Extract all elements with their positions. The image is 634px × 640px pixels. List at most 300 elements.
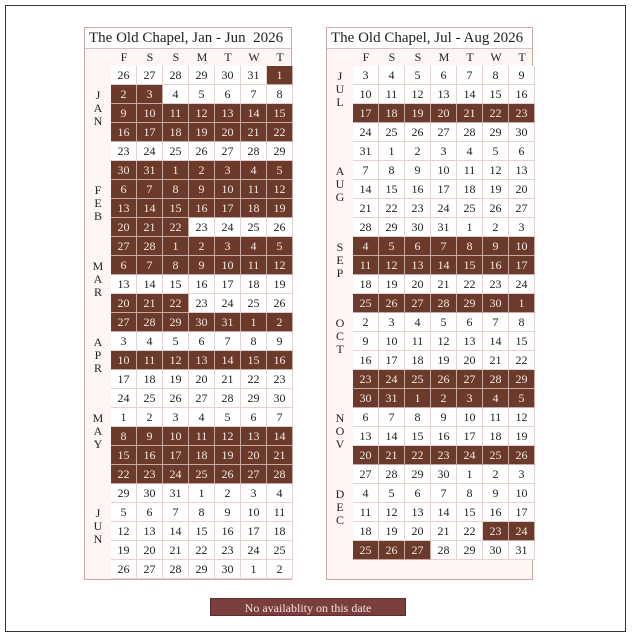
day-cell-unavailable[interactable]: 6: [405, 237, 431, 256]
day-cell-unavailable[interactable]: 15: [457, 256, 483, 275]
day-cell[interactable]: 2: [137, 408, 163, 427]
day-cell[interactable]: 28: [379, 465, 405, 484]
day-cell[interactable]: 16: [431, 427, 457, 446]
day-cell[interactable]: 16: [215, 522, 241, 541]
day-cell[interactable]: 13: [111, 275, 137, 294]
day-cell-unavailable[interactable]: 12: [267, 180, 293, 199]
day-cell-unavailable[interactable]: 27: [405, 294, 431, 313]
day-cell[interactable]: 23: [189, 218, 215, 237]
day-cell[interactable]: 24: [215, 218, 241, 237]
day-cell-unavailable[interactable]: 6: [111, 180, 137, 199]
day-cell[interactable]: 10: [431, 161, 457, 180]
day-cell[interactable]: 26: [111, 560, 137, 579]
day-cell-unavailable[interactable]: 4: [353, 237, 379, 256]
day-cell-unavailable[interactable]: 5: [267, 161, 293, 180]
day-cell[interactable]: 9: [509, 66, 535, 85]
day-cell-unavailable[interactable]: 28: [137, 313, 163, 332]
day-cell-unavailable[interactable]: 11: [163, 104, 189, 123]
day-cell-unavailable[interactable]: 10: [215, 180, 241, 199]
day-cell-unavailable[interactable]: 31: [215, 313, 241, 332]
day-cell[interactable]: 4: [189, 408, 215, 427]
day-cell-unavailable[interactable]: 4: [483, 389, 509, 408]
day-cell[interactable]: 31: [163, 484, 189, 503]
day-cell[interactable]: 27: [509, 199, 535, 218]
day-cell[interactable]: 13: [457, 332, 483, 351]
day-cell[interactable]: 18: [483, 427, 509, 446]
day-cell-unavailable[interactable]: 27: [241, 465, 267, 484]
day-cell[interactable]: 15: [189, 522, 215, 541]
day-cell-unavailable[interactable]: 30: [189, 313, 215, 332]
day-cell[interactable]: 2: [215, 484, 241, 503]
day-cell-unavailable[interactable]: 21: [267, 446, 293, 465]
day-cell[interactable]: 20: [189, 370, 215, 389]
day-cell[interactable]: 18: [267, 522, 293, 541]
day-cell[interactable]: 7: [163, 503, 189, 522]
day-cell[interactable]: 12: [379, 503, 405, 522]
day-cell[interactable]: 9: [431, 408, 457, 427]
day-cell[interactable]: 24: [215, 294, 241, 313]
day-cell[interactable]: 15: [163, 275, 189, 294]
day-cell-unavailable[interactable]: 17: [137, 123, 163, 142]
day-cell-unavailable[interactable]: 9: [137, 427, 163, 446]
day-cell[interactable]: 27: [215, 142, 241, 161]
day-cell[interactable]: 18: [457, 180, 483, 199]
day-cell-unavailable[interactable]: 17: [509, 256, 535, 275]
day-cell[interactable]: 29: [111, 484, 137, 503]
day-cell-unavailable[interactable]: 16: [189, 199, 215, 218]
day-cell[interactable]: 7: [431, 484, 457, 503]
day-cell-unavailable[interactable]: 25: [353, 541, 379, 560]
day-cell[interactable]: 1: [241, 560, 267, 579]
day-cell[interactable]: 2: [353, 313, 379, 332]
day-cell-unavailable[interactable]: 9: [111, 104, 137, 123]
day-cell[interactable]: 8: [405, 408, 431, 427]
day-cell[interactable]: 17: [509, 503, 535, 522]
day-cell-unavailable[interactable]: 25: [405, 370, 431, 389]
day-cell[interactable]: 16: [353, 351, 379, 370]
day-cell[interactable]: 26: [405, 123, 431, 142]
day-cell-unavailable[interactable]: 14: [215, 351, 241, 370]
day-cell-unavailable[interactable]: 28: [267, 465, 293, 484]
day-cell-unavailable[interactable]: 13: [405, 256, 431, 275]
day-cell-unavailable[interactable]: 8: [111, 427, 137, 446]
day-cell[interactable]: 26: [111, 66, 137, 85]
day-cell[interactable]: 7: [457, 66, 483, 85]
day-cell[interactable]: 23: [267, 370, 293, 389]
day-cell[interactable]: 16: [483, 503, 509, 522]
day-cell-unavailable[interactable]: 25: [353, 294, 379, 313]
day-cell[interactable]: 7: [353, 161, 379, 180]
day-cell-unavailable[interactable]: 29: [163, 313, 189, 332]
day-cell-unavailable[interactable]: 27: [457, 370, 483, 389]
day-cell[interactable]: 10: [509, 484, 535, 503]
day-cell[interactable]: 20: [137, 541, 163, 560]
day-cell-unavailable[interactable]: 3: [137, 85, 163, 104]
day-cell-unavailable[interactable]: 22: [405, 446, 431, 465]
day-cell[interactable]: 28: [215, 389, 241, 408]
day-cell[interactable]: 10: [353, 85, 379, 104]
day-cell[interactable]: 24: [353, 123, 379, 142]
day-cell-unavailable[interactable]: 13: [241, 427, 267, 446]
day-cell-unavailable[interactable]: 1: [405, 389, 431, 408]
day-cell[interactable]: 29: [379, 218, 405, 237]
day-cell[interactable]: 8: [379, 161, 405, 180]
day-cell-unavailable[interactable]: 15: [111, 446, 137, 465]
day-cell-unavailable[interactable]: 21: [241, 123, 267, 142]
day-cell[interactable]: 1: [189, 484, 215, 503]
day-cell-unavailable[interactable]: 17: [163, 446, 189, 465]
day-cell[interactable]: 29: [405, 465, 431, 484]
day-cell-unavailable[interactable]: 11: [189, 427, 215, 446]
day-cell-unavailable[interactable]: 14: [267, 427, 293, 446]
day-cell-unavailable[interactable]: 18: [189, 446, 215, 465]
day-cell[interactable]: 17: [431, 180, 457, 199]
day-cell-unavailable[interactable]: 26: [379, 294, 405, 313]
day-cell-unavailable[interactable]: 9: [189, 256, 215, 275]
day-cell[interactable]: 31: [431, 218, 457, 237]
day-cell[interactable]: 25: [457, 199, 483, 218]
day-cell-unavailable[interactable]: 19: [189, 123, 215, 142]
day-cell-unavailable[interactable]: 4: [241, 161, 267, 180]
day-cell[interactable]: 5: [163, 332, 189, 351]
day-cell[interactable]: 18: [405, 351, 431, 370]
day-cell-unavailable[interactable]: 3: [215, 237, 241, 256]
day-cell[interactable]: 23: [215, 541, 241, 560]
day-cell-unavailable[interactable]: 16: [111, 123, 137, 142]
day-cell[interactable]: 28: [353, 218, 379, 237]
day-cell[interactable]: 9: [353, 332, 379, 351]
day-cell[interactable]: 6: [353, 408, 379, 427]
day-cell[interactable]: 26: [267, 294, 293, 313]
day-cell-unavailable[interactable]: 27: [111, 313, 137, 332]
day-cell[interactable]: 22: [509, 351, 535, 370]
day-cell[interactable]: 13: [353, 427, 379, 446]
day-cell-unavailable[interactable]: 2: [267, 313, 293, 332]
day-cell[interactable]: 24: [509, 275, 535, 294]
day-cell-unavailable[interactable]: 31: [379, 389, 405, 408]
day-cell[interactable]: 11: [353, 503, 379, 522]
day-cell[interactable]: 31: [241, 66, 267, 85]
day-cell[interactable]: 11: [267, 503, 293, 522]
day-cell-unavailable[interactable]: 11: [353, 256, 379, 275]
day-cell-unavailable[interactable]: 12: [163, 351, 189, 370]
day-cell-unavailable[interactable]: 7: [137, 256, 163, 275]
day-cell[interactable]: 30: [137, 484, 163, 503]
day-cell[interactable]: 1: [457, 218, 483, 237]
day-cell-unavailable[interactable]: 12: [267, 256, 293, 275]
day-cell[interactable]: 29: [189, 66, 215, 85]
day-cell[interactable]: 15: [509, 332, 535, 351]
day-cell-unavailable[interactable]: 4: [241, 237, 267, 256]
day-cell[interactable]: 24: [431, 199, 457, 218]
day-cell-unavailable[interactable]: 10: [215, 256, 241, 275]
day-cell-unavailable[interactable]: 20: [241, 446, 267, 465]
day-cell[interactable]: 15: [379, 180, 405, 199]
day-cell[interactable]: 16: [405, 180, 431, 199]
day-cell[interactable]: 6: [509, 142, 535, 161]
day-cell[interactable]: 26: [189, 142, 215, 161]
day-cell[interactable]: 29: [241, 389, 267, 408]
day-cell[interactable]: 9: [267, 332, 293, 351]
day-cell[interactable]: 28: [241, 142, 267, 161]
day-cell-unavailable[interactable]: 2: [189, 161, 215, 180]
day-cell[interactable]: 12: [405, 85, 431, 104]
day-cell-unavailable[interactable]: 14: [241, 104, 267, 123]
day-cell[interactable]: 18: [353, 275, 379, 294]
day-cell[interactable]: 9: [405, 161, 431, 180]
day-cell-unavailable[interactable]: 2: [431, 389, 457, 408]
day-cell[interactable]: 6: [241, 408, 267, 427]
day-cell-unavailable[interactable]: 21: [379, 446, 405, 465]
day-cell[interactable]: 20: [509, 180, 535, 199]
day-cell[interactable]: 27: [431, 123, 457, 142]
day-cell[interactable]: 7: [215, 332, 241, 351]
day-cell[interactable]: 20: [457, 351, 483, 370]
day-cell-unavailable[interactable]: 31: [137, 161, 163, 180]
day-cell[interactable]: 22: [457, 275, 483, 294]
day-cell[interactable]: 2: [405, 142, 431, 161]
day-cell-unavailable[interactable]: 28: [137, 237, 163, 256]
day-cell-unavailable[interactable]: 17: [353, 104, 379, 123]
day-cell[interactable]: 29: [483, 123, 509, 142]
day-cell[interactable]: 30: [483, 541, 509, 560]
day-cell-unavailable[interactable]: 2: [111, 85, 137, 104]
day-cell[interactable]: 12: [483, 161, 509, 180]
day-cell-unavailable[interactable]: 24: [457, 446, 483, 465]
day-cell[interactable]: 21: [431, 522, 457, 541]
day-cell[interactable]: 30: [215, 66, 241, 85]
day-cell[interactable]: 7: [483, 313, 509, 332]
day-cell-unavailable[interactable]: 9: [483, 237, 509, 256]
day-cell[interactable]: 23: [483, 275, 509, 294]
day-cell[interactable]: 18: [353, 522, 379, 541]
day-cell[interactable]: 27: [137, 66, 163, 85]
day-cell[interactable]: 14: [379, 427, 405, 446]
day-cell[interactable]: 23: [111, 142, 137, 161]
day-cell-unavailable[interactable]: 10: [111, 351, 137, 370]
day-cell-unavailable[interactable]: 22: [111, 465, 137, 484]
day-cell-unavailable[interactable]: 25: [189, 465, 215, 484]
day-cell-unavailable[interactable]: 20: [111, 218, 137, 237]
day-cell[interactable]: 3: [431, 142, 457, 161]
day-cell[interactable]: 15: [457, 503, 483, 522]
day-cell[interactable]: 17: [215, 275, 241, 294]
day-cell-unavailable[interactable]: 19: [267, 199, 293, 218]
day-cell-unavailable[interactable]: 15: [163, 199, 189, 218]
day-cell[interactable]: 5: [379, 484, 405, 503]
day-cell[interactable]: 8: [241, 332, 267, 351]
day-cell[interactable]: 4: [163, 85, 189, 104]
day-cell-unavailable[interactable]: 25: [483, 446, 509, 465]
day-cell[interactable]: 30: [431, 465, 457, 484]
day-cell[interactable]: 9: [215, 503, 241, 522]
day-cell[interactable]: 21: [215, 370, 241, 389]
day-cell-unavailable[interactable]: 15: [267, 104, 293, 123]
day-cell[interactable]: 17: [379, 351, 405, 370]
day-cell[interactable]: 21: [483, 351, 509, 370]
day-cell-unavailable[interactable]: 1: [267, 66, 293, 85]
day-cell[interactable]: 10: [241, 503, 267, 522]
day-cell[interactable]: 25: [241, 218, 267, 237]
day-cell-unavailable[interactable]: 29: [457, 294, 483, 313]
day-cell[interactable]: 3: [509, 218, 535, 237]
day-cell[interactable]: 13: [431, 85, 457, 104]
day-cell[interactable]: 13: [509, 161, 535, 180]
day-cell-unavailable[interactable]: 14: [137, 199, 163, 218]
day-cell[interactable]: 8: [483, 66, 509, 85]
day-cell[interactable]: 22: [189, 541, 215, 560]
day-cell-unavailable[interactable]: 17: [215, 199, 241, 218]
day-cell[interactable]: 18: [241, 275, 267, 294]
day-cell[interactable]: 7: [241, 85, 267, 104]
day-cell-unavailable[interactable]: 1: [163, 161, 189, 180]
day-cell[interactable]: 11: [379, 85, 405, 104]
day-cell[interactable]: 21: [431, 275, 457, 294]
day-cell[interactable]: 22: [379, 199, 405, 218]
day-cell[interactable]: 6: [215, 85, 241, 104]
day-cell[interactable]: 25: [163, 142, 189, 161]
day-cell-unavailable[interactable]: 22: [267, 123, 293, 142]
day-cell[interactable]: 19: [431, 351, 457, 370]
day-cell-unavailable[interactable]: 10: [163, 427, 189, 446]
day-cell[interactable]: 26: [267, 218, 293, 237]
day-cell-unavailable[interactable]: 28: [431, 294, 457, 313]
day-cell[interactable]: 24: [137, 142, 163, 161]
day-cell[interactable]: 29: [267, 142, 293, 161]
day-cell[interactable]: 6: [431, 66, 457, 85]
day-cell-unavailable[interactable]: 1: [241, 313, 267, 332]
day-cell[interactable]: 13: [405, 503, 431, 522]
day-cell-unavailable[interactable]: 23: [137, 465, 163, 484]
day-cell[interactable]: 29: [457, 541, 483, 560]
day-cell[interactable]: 7: [379, 408, 405, 427]
day-cell-unavailable[interactable]: 16: [267, 351, 293, 370]
day-cell[interactable]: 30: [215, 560, 241, 579]
day-cell[interactable]: 6: [189, 332, 215, 351]
day-cell[interactable]: 26: [163, 389, 189, 408]
day-cell[interactable]: 5: [111, 503, 137, 522]
day-cell[interactable]: 3: [379, 313, 405, 332]
day-cell[interactable]: 19: [483, 180, 509, 199]
day-cell[interactable]: 10: [379, 332, 405, 351]
day-cell[interactable]: 14: [457, 85, 483, 104]
day-cell-unavailable[interactable]: 24: [379, 370, 405, 389]
day-cell[interactable]: 6: [457, 313, 483, 332]
day-cell[interactable]: 2: [267, 560, 293, 579]
day-cell[interactable]: 9: [483, 484, 509, 503]
day-cell[interactable]: 12: [111, 522, 137, 541]
day-cell[interactable]: 10: [457, 408, 483, 427]
day-cell-unavailable[interactable]: 24: [509, 522, 535, 541]
day-cell[interactable]: 15: [483, 85, 509, 104]
day-cell-unavailable[interactable]: 21: [137, 294, 163, 313]
day-cell-unavailable[interactable]: 8: [163, 256, 189, 275]
day-cell-unavailable[interactable]: 19: [215, 446, 241, 465]
day-cell[interactable]: 27: [353, 465, 379, 484]
day-cell[interactable]: 11: [483, 408, 509, 427]
day-cell[interactable]: 1: [457, 465, 483, 484]
day-cell-unavailable[interactable]: 20: [111, 294, 137, 313]
day-cell[interactable]: 19: [379, 522, 405, 541]
day-cell[interactable]: 3: [353, 66, 379, 85]
day-cell[interactable]: 27: [137, 560, 163, 579]
day-cell-unavailable[interactable]: 26: [509, 446, 535, 465]
day-cell[interactable]: 3: [163, 408, 189, 427]
day-cell-unavailable[interactable]: 5: [267, 237, 293, 256]
day-cell[interactable]: 2: [483, 218, 509, 237]
day-cell-unavailable[interactable]: 15: [241, 351, 267, 370]
day-cell[interactable]: 12: [509, 408, 535, 427]
day-cell-unavailable[interactable]: 8: [163, 180, 189, 199]
day-cell[interactable]: 20: [405, 275, 431, 294]
day-cell-unavailable[interactable]: 1: [509, 294, 535, 313]
day-cell-unavailable[interactable]: 2: [189, 237, 215, 256]
day-cell-unavailable[interactable]: 12: [379, 256, 405, 275]
day-cell[interactable]: 25: [267, 541, 293, 560]
day-cell[interactable]: 3: [509, 465, 535, 484]
day-cell-unavailable[interactable]: 12: [189, 104, 215, 123]
day-cell-unavailable[interactable]: 29: [509, 370, 535, 389]
day-cell-unavailable[interactable]: 20: [353, 446, 379, 465]
day-cell[interactable]: 27: [189, 389, 215, 408]
day-cell-unavailable[interactable]: 3: [457, 389, 483, 408]
day-cell[interactable]: 8: [509, 313, 535, 332]
day-cell-unavailable[interactable]: 20: [431, 104, 457, 123]
day-cell[interactable]: 5: [405, 66, 431, 85]
day-cell[interactable]: 13: [137, 522, 163, 541]
day-cell[interactable]: 30: [405, 218, 431, 237]
day-cell[interactable]: 4: [353, 484, 379, 503]
day-cell[interactable]: 16: [509, 85, 535, 104]
day-cell-unavailable[interactable]: 11: [241, 256, 267, 275]
day-cell-unavailable[interactable]: 23: [431, 446, 457, 465]
day-cell[interactable]: 19: [509, 427, 535, 446]
day-cell-unavailable[interactable]: 23: [353, 370, 379, 389]
day-cell-unavailable[interactable]: 5: [509, 389, 535, 408]
day-cell-unavailable[interactable]: 26: [431, 370, 457, 389]
day-cell[interactable]: 14: [431, 503, 457, 522]
day-cell[interactable]: 3: [241, 484, 267, 503]
day-cell[interactable]: 30: [509, 123, 535, 142]
day-cell-unavailable[interactable]: 23: [483, 522, 509, 541]
day-cell-unavailable[interactable]: 18: [241, 199, 267, 218]
day-cell-unavailable[interactable]: 30: [111, 161, 137, 180]
day-cell-unavailable[interactable]: 27: [405, 541, 431, 560]
day-cell[interactable]: 16: [189, 275, 215, 294]
day-cell[interactable]: 31: [353, 142, 379, 161]
day-cell-unavailable[interactable]: 21: [137, 218, 163, 237]
day-cell-unavailable[interactable]: 30: [353, 389, 379, 408]
day-cell[interactable]: 31: [509, 541, 535, 560]
day-cell[interactable]: 4: [137, 332, 163, 351]
day-cell-unavailable[interactable]: 5: [379, 237, 405, 256]
day-cell[interactable]: 15: [405, 427, 431, 446]
day-cell-unavailable[interactable]: 9: [189, 180, 215, 199]
day-cell[interactable]: 22: [241, 370, 267, 389]
day-cell[interactable]: 21: [353, 199, 379, 218]
day-cell[interactable]: 2: [483, 465, 509, 484]
day-cell-unavailable[interactable]: 26: [379, 541, 405, 560]
day-cell-unavailable[interactable]: 7: [137, 180, 163, 199]
day-cell[interactable]: 25: [379, 123, 405, 142]
day-cell[interactable]: 14: [137, 275, 163, 294]
day-cell-unavailable[interactable]: 11: [241, 180, 267, 199]
day-cell-unavailable[interactable]: 10: [509, 237, 535, 256]
day-cell[interactable]: 20: [405, 522, 431, 541]
day-cell[interactable]: 1: [379, 142, 405, 161]
day-cell-unavailable[interactable]: 26: [215, 465, 241, 484]
day-cell-unavailable[interactable]: 10: [137, 104, 163, 123]
